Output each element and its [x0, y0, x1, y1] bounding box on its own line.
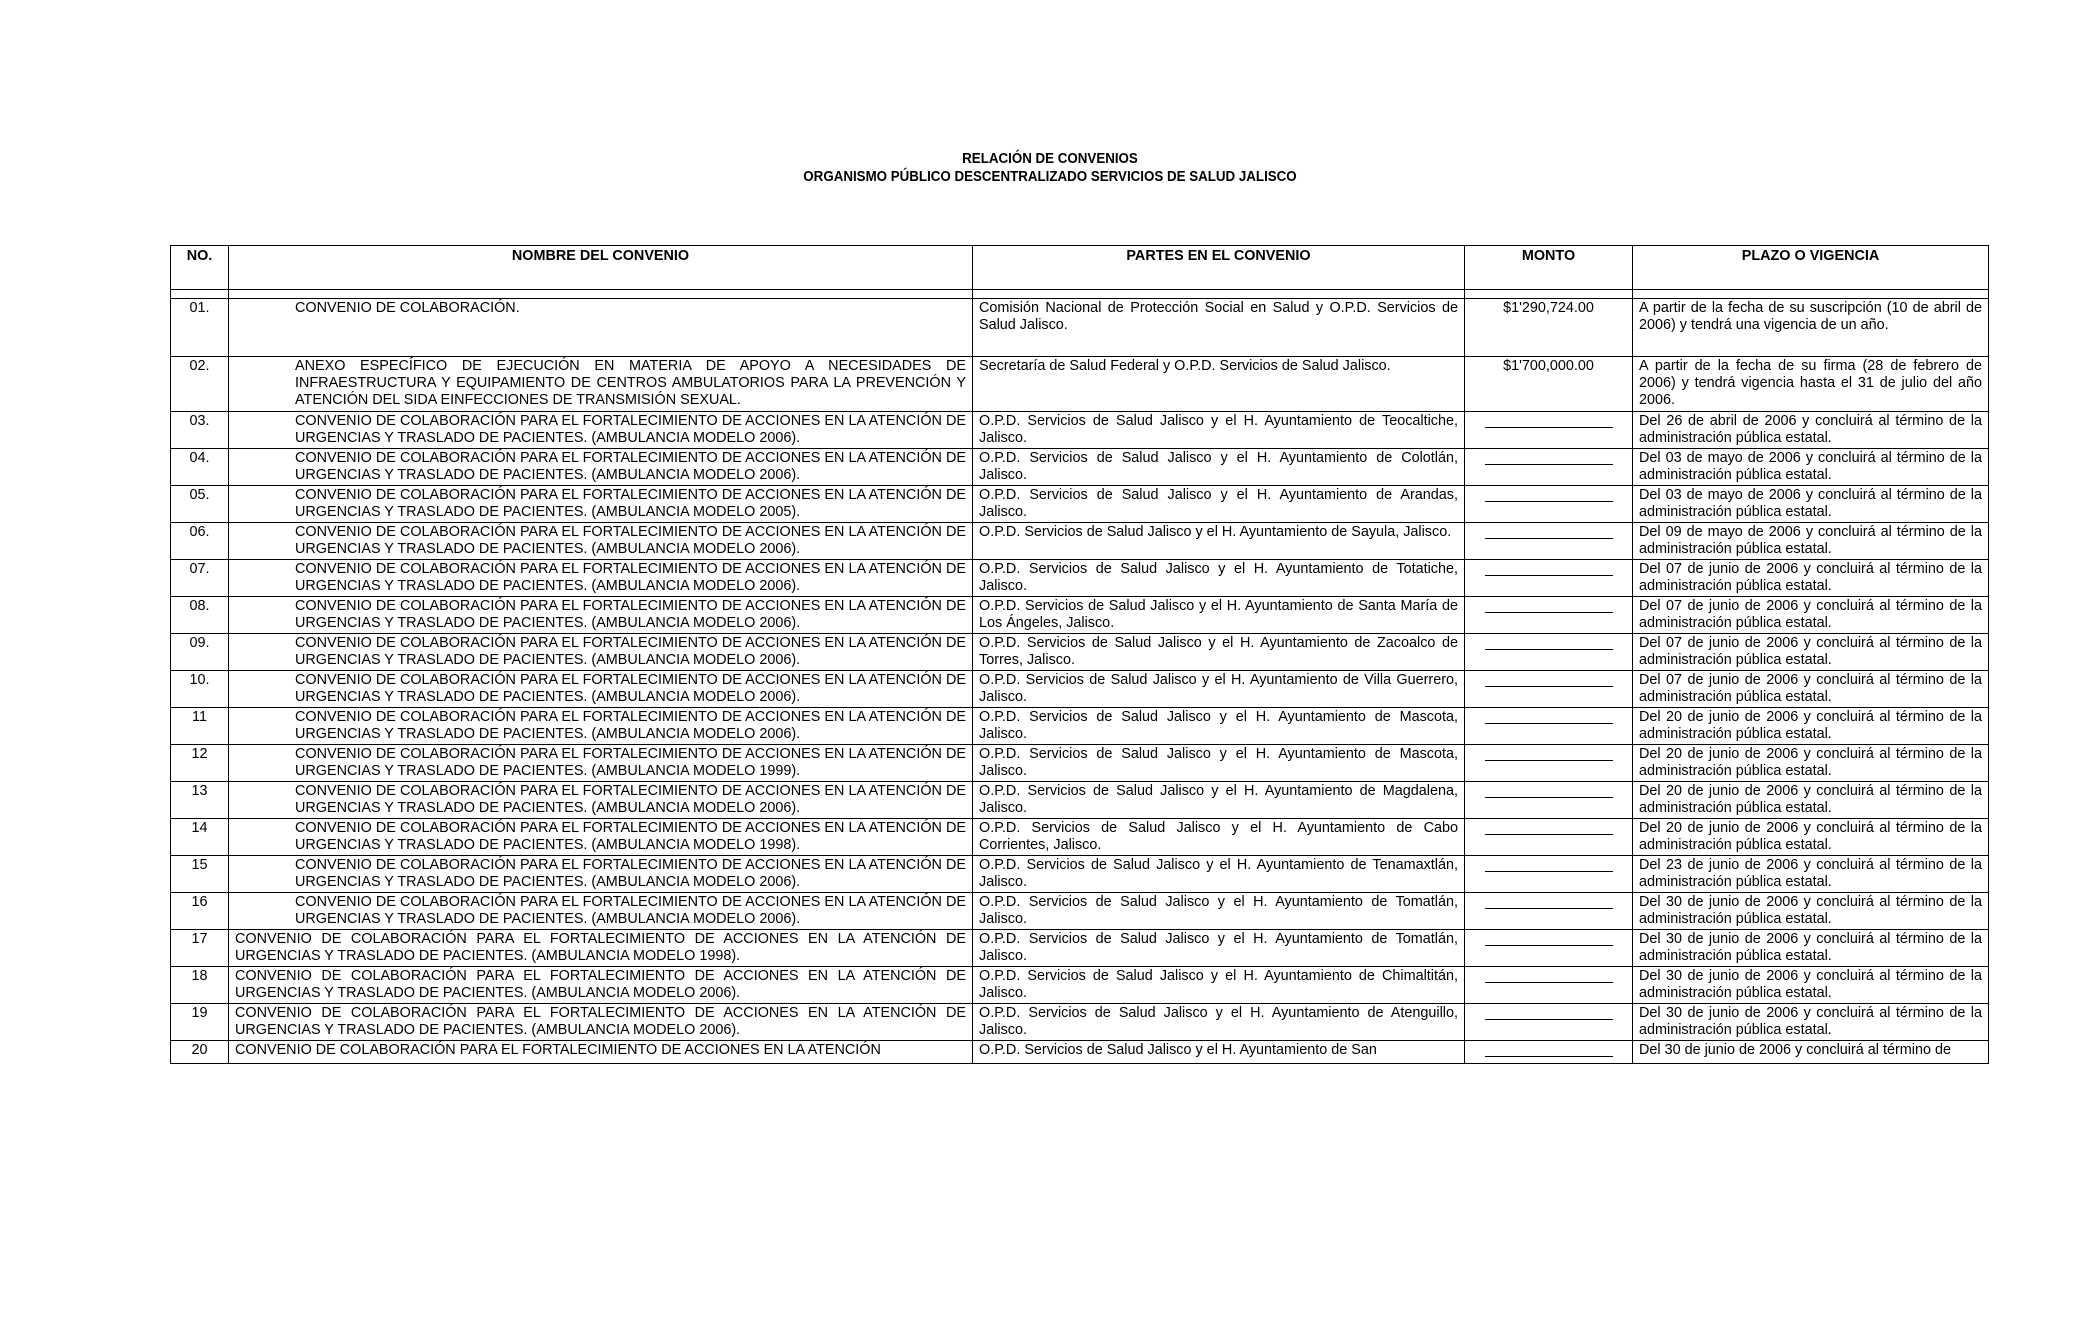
- header-plazo: PLAZO O VIGENCIA: [1633, 246, 1989, 290]
- cell-monto: [1465, 708, 1633, 745]
- cell-no: 01.: [171, 299, 229, 357]
- table-row: [171, 782, 1989, 819]
- monto-blank-line: [1485, 894, 1613, 909]
- cell-nombre: CONVENIO DE COLABORACIÓN PARA EL FORTALECIMIENTO DE ACCIONES EN LA ATENCIÓN DE URGENCIAS Y TRASLADO DE PACIENTES. (AMBULANCIA MODELO 2006).: [229, 1004, 973, 1041]
- table-row: [171, 299, 1989, 357]
- table-row: [171, 357, 1989, 412]
- cell-nombre: CONVENIO DE COLABORACIÓN PARA EL FORTALECIMIENTO DE ACCIONES EN LA ATENCIÓN DE URGENCIAS Y TRASLADO DE PACIENTES. (AMBULANCIA MODELO 2006).: [229, 708, 973, 745]
- cell-monto: [1465, 671, 1633, 708]
- cell-plazo: Del 30 de junio de 2006 y concluirá al término de la administración pública estatal.: [1633, 967, 1989, 1004]
- cell-no: 08.: [171, 597, 229, 634]
- monto-blank-line: [1485, 820, 1613, 835]
- cell-monto: [1465, 523, 1633, 560]
- cell-partes: O.P.D. Servicios de Salud Jalisco y el H. Ayuntamiento de Villa Guerrero, Jalisco.: [973, 671, 1465, 708]
- cell-plazo: A partir de la fecha de su firma (28 de febrero de 2006) y tendrá vigencia hasta el 31 de julio del año 2006.: [1633, 357, 1989, 412]
- table-row: [171, 856, 1989, 893]
- cell-no: 11: [171, 708, 229, 745]
- cell-monto: [1465, 412, 1633, 449]
- table-row: [171, 486, 1989, 523]
- table-row: [171, 412, 1989, 449]
- monto-blank-line: [1485, 672, 1613, 687]
- table-row: [171, 893, 1989, 930]
- cell-partes: O.P.D. Servicios de Salud Jalisco y el H. Ayuntamiento de Chimaltitán, Jalisco.: [973, 967, 1465, 1004]
- monto-blank-line: [1485, 709, 1613, 724]
- cell-partes: O.P.D. Servicios de Salud Jalisco y el H. Ayuntamiento de Atenguillo, Jalisco.: [973, 1004, 1465, 1041]
- monto-blank-line: [1485, 857, 1613, 872]
- table-row: [171, 671, 1989, 708]
- cell-partes: O.P.D. Servicios de Salud Jalisco y el H. Ayuntamiento de Totatiche, Jalisco.: [973, 560, 1465, 597]
- cell-monto: [1465, 1041, 1633, 1064]
- cell-monto: [1465, 745, 1633, 782]
- monto-blank-line: [1485, 598, 1613, 613]
- cell-no: 04.: [171, 449, 229, 486]
- table-row: [171, 745, 1989, 782]
- cell-partes: O.P.D. Servicios de Salud Jalisco y el H. Ayuntamiento de Santa María de Los Ángeles, Jalisco.: [973, 597, 1465, 634]
- monto-blank-line: [1485, 931, 1613, 946]
- cell-monto: [1465, 1004, 1633, 1041]
- cell-partes: Comisión Nacional de Protección Social en Salud y O.P.D. Servicios de Salud Jalisco.: [973, 299, 1465, 357]
- cell-partes: Secretaría de Salud Federal y O.P.D. Servicios de Salud Jalisco.: [973, 357, 1465, 412]
- cell-no: 20: [171, 1041, 229, 1064]
- cell-nombre: CONVENIO DE COLABORACIÓN PARA EL FORTALECIMIENTO DE ACCIONES EN LA ATENCIÓN DE URGENCIAS Y TRASLADO DE PACIENTES. (AMBULANCIA MODELO 2006).: [229, 597, 973, 634]
- cell-monto: [1465, 930, 1633, 967]
- cell-nombre: CONVENIO DE COLABORACIÓN PARA EL FORTALECIMIENTO DE ACCIONES EN LA ATENCIÓN: [229, 1041, 973, 1064]
- cell-plazo: Del 20 de junio de 2006 y concluirá al término de la administración pública estatal.: [1633, 819, 1989, 856]
- cell-nombre: CONVENIO DE COLABORACIÓN PARA EL FORTALECIMIENTO DE ACCIONES EN LA ATENCIÓN DE URGENCIAS Y TRASLADO DE PACIENTES. (AMBULANCIA MODELO 2006).: [229, 449, 973, 486]
- cell-nombre: CONVENIO DE COLABORACIÓN PARA EL FORTALECIMIENTO DE ACCIONES EN LA ATENCIÓN DE URGENCIAS Y TRASLADO DE PACIENTES. (AMBULANCIA MODELO 2006).: [229, 671, 973, 708]
- cell-monto: [1465, 634, 1633, 671]
- cell-monto: [1465, 967, 1633, 1004]
- cell-no: 02.: [171, 357, 229, 412]
- cell-monto: [1465, 486, 1633, 523]
- table-row: [171, 560, 1989, 597]
- table-row: [171, 634, 1989, 671]
- cell-plazo: Del 30 de junio de 2006 y concluirá al término de la administración pública estatal.: [1633, 893, 1989, 930]
- cell-no: 03.: [171, 412, 229, 449]
- cell-plazo: Del 20 de junio de 2006 y concluirá al término de la administración pública estatal.: [1633, 708, 1989, 745]
- cell-monto: [1465, 893, 1633, 930]
- cell-no: 06.: [171, 523, 229, 560]
- monto-blank-line: [1485, 450, 1613, 465]
- monto-blank-line: [1485, 561, 1613, 576]
- header-partes: PARTES EN EL CONVENIO: [973, 246, 1465, 290]
- cell-no: 17: [171, 930, 229, 967]
- cell-no: 10.: [171, 671, 229, 708]
- cell-partes: O.P.D. Servicios de Salud Jalisco y el H. Ayuntamiento de Tomatlán, Jalisco.: [973, 893, 1465, 930]
- cell-partes: O.P.D. Servicios de Salud Jalisco y el H. Ayuntamiento de Mascota, Jalisco.: [973, 708, 1465, 745]
- cell-monto: [1465, 449, 1633, 486]
- table-row: [171, 819, 1989, 856]
- cell-nombre: CONVENIO DE COLABORACIÓN PARA EL FORTALECIMIENTO DE ACCIONES EN LA ATENCIÓN DE URGENCIAS Y TRASLADO DE PACIENTES. (AMBULANCIA MODELO 1998).: [229, 819, 973, 856]
- cell-partes: O.P.D. Servicios de Salud Jalisco y el H. Ayuntamiento de Tenamaxtlán, Jalisco.: [973, 856, 1465, 893]
- cell-nombre: CONVENIO DE COLABORACIÓN PARA EL FORTALECIMIENTO DE ACCIONES EN LA ATENCIÓN DE URGENCIAS Y TRASLADO DE PACIENTES. (AMBULANCIA MODELO 1998).: [229, 930, 973, 967]
- cell-nombre: CONVENIO DE COLABORACIÓN PARA EL FORTALECIMIENTO DE ACCIONES EN LA ATENCIÓN DE URGENCIAS Y TRASLADO DE PACIENTES. (AMBULANCIA MODELO 2006).: [229, 856, 973, 893]
- monto-blank-line: [1485, 413, 1613, 428]
- cell-partes: O.P.D. Servicios de Salud Jalisco y el H. Ayuntamiento de Mascota, Jalisco.: [973, 745, 1465, 782]
- cell-plazo: Del 23 de junio de 2006 y concluirá al término de la administración pública estatal.: [1633, 856, 1989, 893]
- cell-no: 15: [171, 856, 229, 893]
- cell-monto: [1465, 597, 1633, 634]
- cell-nombre: CONVENIO DE COLABORACIÓN PARA EL FORTALECIMIENTO DE ACCIONES EN LA ATENCIÓN DE URGENCIAS Y TRASLADO DE PACIENTES. (AMBULANCIA MODELO 2006).: [229, 523, 973, 560]
- cell-plazo: Del 30 de junio de 2006 y concluirá al término de: [1633, 1041, 1989, 1064]
- cell-plazo: Del 07 de junio de 2006 y concluirá al término de la administración pública estatal.: [1633, 560, 1989, 597]
- table-header-row: [171, 246, 1989, 290]
- monto-blank-line: [1485, 487, 1613, 502]
- cell-nombre: ANEXO ESPECÍFICO DE EJECUCIÓN EN MATERIA DE APOYO A NECESIDADES DE INFRAESTRUCTURA Y EQUIPAMIENTO DE CENTROS AMBULATORIOS PARA LA PREVENCIÓN Y ATENCIÓN DEL SIDA EINFECCIONES DE TRANSMISIÓN SEXUAL.: [229, 357, 973, 412]
- cell-partes: O.P.D. Servicios de Salud Jalisco y el H. Ayuntamiento de Zacoalco de Torres, Jalisco.: [973, 634, 1465, 671]
- cell-partes: O.P.D. Servicios de Salud Jalisco y el H. Ayuntamiento de Teocaltiche, Jalisco.: [973, 412, 1465, 449]
- cell-nombre: CONVENIO DE COLABORACIÓN PARA EL FORTALECIMIENTO DE ACCIONES EN LA ATENCIÓN DE URGENCIAS Y TRASLADO DE PACIENTES. (AMBULANCIA MODELO 2006).: [229, 412, 973, 449]
- cell-nombre: CONVENIO DE COLABORACIÓN PARA EL FORTALECIMIENTO DE ACCIONES EN LA ATENCIÓN DE URGENCIAS Y TRASLADO DE PACIENTES. (AMBULANCIA MODELO 2006).: [229, 967, 973, 1004]
- spacer-row: [171, 290, 1989, 299]
- cell-nombre: CONVENIO DE COLABORACIÓN PARA EL FORTALECIMIENTO DE ACCIONES EN LA ATENCIÓN DE URGENCIAS Y TRASLADO DE PACIENTES. (AMBULANCIA MODELO 2005).: [229, 486, 973, 523]
- title-line-2: ORGANISMO PÚBLICO DESCENTRALIZADO SERVICIOS DE SALUD JALISCO: [803, 169, 1297, 185]
- convenios-table: [170, 245, 1989, 1064]
- cell-monto: [1465, 782, 1633, 819]
- cell-no: 16: [171, 893, 229, 930]
- table-row: [171, 597, 1989, 634]
- table-row: [171, 930, 1989, 967]
- header-nombre: NOMBRE DEL CONVENIO: [229, 246, 973, 290]
- cell-no: 12: [171, 745, 229, 782]
- header-monto: MONTO: [1465, 246, 1633, 290]
- cell-partes: O.P.D. Servicios de Salud Jalisco y el H. Ayuntamiento de Sayula, Jalisco.: [973, 523, 1465, 560]
- monto-blank-line: [1485, 783, 1613, 798]
- cell-partes: O.P.D. Servicios de Salud Jalisco y el H. Ayuntamiento de Arandas, Jalisco.: [973, 486, 1465, 523]
- cell-plazo: Del 03 de mayo de 2006 y concluirá al término de la administración pública estatal.: [1633, 449, 1989, 486]
- monto-blank-line: [1485, 746, 1613, 761]
- cell-plazo: A partir de la fecha de su suscripción (10 de abril de 2006) y tendrá una vigencia de un año.: [1633, 299, 1989, 357]
- monto-blank-line: [1485, 524, 1613, 539]
- document-title: [84, 150, 2016, 186]
- cell-plazo: Del 30 de junio de 2006 y concluirá al término de la administración pública estatal.: [1633, 930, 1989, 967]
- cell-no: 19: [171, 1004, 229, 1041]
- monto-blank-line: [1485, 1005, 1613, 1020]
- cell-plazo: Del 20 de junio de 2006 y concluirá al término de la administración pública estatal.: [1633, 745, 1989, 782]
- cell-nombre: CONVENIO DE COLABORACIÓN PARA EL FORTALECIMIENTO DE ACCIONES EN LA ATENCIÓN DE URGENCIAS Y TRASLADO DE PACIENTES. (AMBULANCIA MODELO 2006).: [229, 560, 973, 597]
- title-line-1: RELACIÓN DE CONVENIOS: [962, 151, 1138, 167]
- cell-plazo: Del 09 de mayo de 2006 y concluirá al término de la administración pública estatal.: [1633, 523, 1989, 560]
- cell-no: 09.: [171, 634, 229, 671]
- cell-nombre: CONVENIO DE COLABORACIÓN PARA EL FORTALECIMIENTO DE ACCIONES EN LA ATENCIÓN DE URGENCIAS Y TRASLADO DE PACIENTES. (AMBULANCIA MODELO 2006).: [229, 782, 973, 819]
- table-row: [171, 523, 1989, 560]
- cell-nombre: CONVENIO DE COLABORACIÓN PARA EL FORTALECIMIENTO DE ACCIONES EN LA ATENCIÓN DE URGENCIAS Y TRASLADO DE PACIENTES. (AMBULANCIA MODELO 1999).: [229, 745, 973, 782]
- cell-monto: [1465, 856, 1633, 893]
- cell-no: 18: [171, 967, 229, 1004]
- cell-partes: O.P.D. Servicios de Salud Jalisco y el H. Ayuntamiento de San: [973, 1041, 1465, 1064]
- cell-no: 07.: [171, 560, 229, 597]
- cell-plazo: Del 07 de junio de 2006 y concluirá al término de la administración pública estatal.: [1633, 671, 1989, 708]
- cell-partes: O.P.D. Servicios de Salud Jalisco y el H. Ayuntamiento de Tomatlán, Jalisco.: [973, 930, 1465, 967]
- table-row: [171, 708, 1989, 745]
- cell-monto: [1465, 819, 1633, 856]
- table-row: [171, 449, 1989, 486]
- monto-blank-line: [1485, 1042, 1613, 1057]
- monto-blank-line: [1485, 968, 1613, 983]
- cell-plazo: Del 07 de junio de 2006 y concluirá al término de la administración pública estatal.: [1633, 597, 1989, 634]
- monto-blank-line: [1485, 635, 1613, 650]
- cell-monto: $1'290,724.00: [1465, 299, 1633, 357]
- table-row: [171, 1004, 1989, 1041]
- cell-partes: O.P.D. Servicios de Salud Jalisco y el H. Ayuntamiento de Magdalena, Jalisco.: [973, 782, 1465, 819]
- cell-no: 14: [171, 819, 229, 856]
- cell-plazo: Del 30 de junio de 2006 y concluirá al término de la administración pública estatal.: [1633, 1004, 1989, 1041]
- cell-no: 13: [171, 782, 229, 819]
- cell-nombre: CONVENIO DE COLABORACIÓN PARA EL FORTALECIMIENTO DE ACCIONES EN LA ATENCIÓN DE URGENCIAS Y TRASLADO DE PACIENTES. (AMBULANCIA MODELO 2006).: [229, 893, 973, 930]
- cell-plazo: Del 26 de abril de 2006 y concluirá al término de la administración pública estatal.: [1633, 412, 1989, 449]
- cell-nombre: CONVENIO DE COLABORACIÓN.: [229, 299, 973, 357]
- cell-partes: O.P.D. Servicios de Salud Jalisco y el H. Ayuntamiento de Colotlán, Jalisco.: [973, 449, 1465, 486]
- table-row: [171, 967, 1989, 1004]
- cell-monto: [1465, 560, 1633, 597]
- cell-nombre: CONVENIO DE COLABORACIÓN PARA EL FORTALECIMIENTO DE ACCIONES EN LA ATENCIÓN DE URGENCIAS Y TRASLADO DE PACIENTES. (AMBULANCIA MODELO 2006).: [229, 634, 973, 671]
- cell-monto: $1'700,000.00: [1465, 357, 1633, 412]
- cell-no: 05.: [171, 486, 229, 523]
- cell-plazo: Del 03 de mayo de 2006 y concluirá al término de la administración pública estatal.: [1633, 486, 1989, 523]
- cell-plazo: Del 07 de junio de 2006 y concluirá al término de la administración pública estatal.: [1633, 634, 1989, 671]
- table-row: [171, 1041, 1989, 1064]
- cell-partes: O.P.D. Servicios de Salud Jalisco y el H. Ayuntamiento de Cabo Corrientes, Jalisco.: [973, 819, 1465, 856]
- cell-plazo: Del 20 de junio de 2006 y concluirá al término de la administración pública estatal.: [1633, 782, 1989, 819]
- header-no: NO.: [171, 246, 229, 290]
